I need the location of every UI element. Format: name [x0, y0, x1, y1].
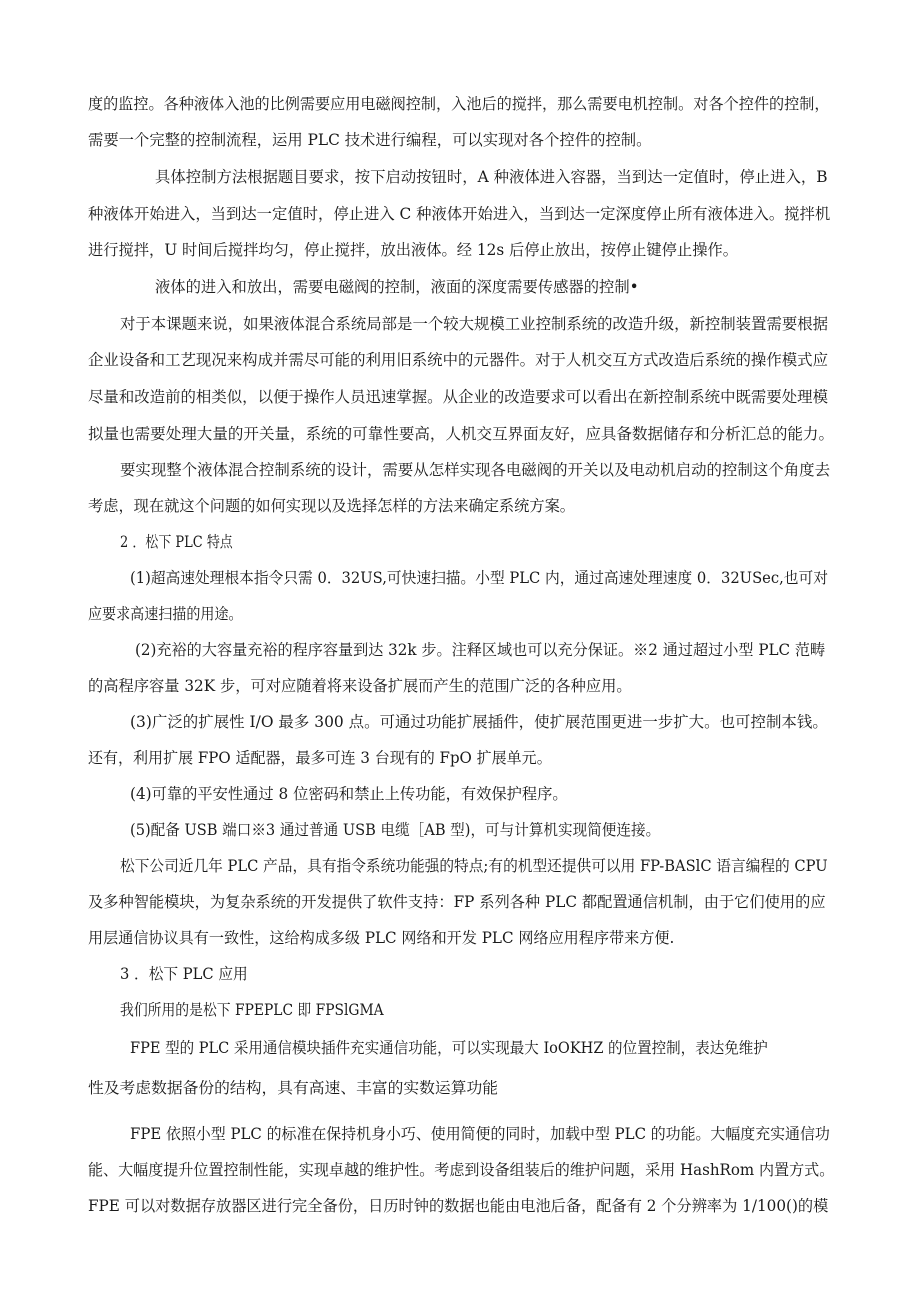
text-line: 考虑，现在就这个问题的如何实现以及选择怎样的方法来确定系统方案。 [88, 497, 576, 515]
text-line: FPE 依照小型 PLC 的标准在保持机身小巧、使用简便的同时，加载中型 PLC 的功能。大幅度充实通信功 [130, 1125, 830, 1143]
text-line: 性及考虑数据备份的结构，具有高速、丰富的实数运算功能 [88, 1079, 499, 1097]
text-line: 液体的进入和放出，需要电磁阀的控制，液面的深度需要传感器的控制• [155, 278, 639, 296]
text-line: 及多种智能模块，为复杂系统的开发提供了软件支持：FP 系列各种 PLC 都配置通信机制，由于它们使用的应 [88, 893, 826, 911]
text-line: 企业设备和工艺现况来构成并需尽可能的利用旧系统中的元器件。对于人机交互方式改造后系统的操作模式应 [88, 351, 828, 369]
text-line: 能、大幅度提升位置控制性能，实现卓越的维护性。考虑到设备组装后的维护问题，采用 HashRom 内置方式。 [88, 1161, 835, 1179]
text-line: 我们所用的是松下 FPEPLC 即 FPSlGMA [120, 1001, 384, 1019]
text-line: 对于本课题来说，如果液体混合系统局部是一个较大规模工业控制系统的改造升级，新控制装置需要根据 [120, 315, 829, 333]
text-line: 具体控制方法根据题目要求，按下启动按钮时，A 种液体进入容器，当到达一定值时，停止进入，B [155, 168, 828, 186]
text-line: 拟量也需要处理大量的开关量，系统的可靠性要高，人机交互界面友好，应具备数据储存和分析汇总的能力。 [88, 425, 835, 443]
section-heading: 2 ．松下 PLC 特点 [120, 533, 233, 551]
text-line: FPE 型的 PLC 采用通信模块插件充实通信功能，可以实现最大 IoOKHZ 的位置控制，表达免维护 [130, 1039, 768, 1057]
text-line: 度的监控。各种液体入池的比例需要应用电磁阀控制，入池后的搅拌，那么需要电机控制。对各个控件的控制， [88, 95, 830, 113]
text-line: 松下公司近几年 PLC 产品，具有指令系统功能强的特点;有的机型还提供可以用 FP-BASlC 语言编程的 CPU [120, 857, 828, 875]
text-line: (2)充裕的大容量充裕的程序容量到达 32k 步。注释区域也可以充分保证。※2 通过超过小型 PLC 范畴 [135, 641, 826, 659]
text-line: 尽量和改造前的相类似，以便于操作人员迅速掌握。从企业的改造要求可以看出在新控制系统中既需要处理模 [88, 388, 828, 406]
text-line: 要实现整个液体混合控制系统的设计，需要从怎样实现各电磁阀的开关以及电动机启动的控制这个角度去 [120, 461, 831, 479]
text-line: FPE 可以对数据存放器区进行完全备份，日历时钟的数据也能由电池后备，配备有 2 个分辨率为 1/100()的模 [88, 1197, 829, 1215]
text-line: (5)配备 USB 端口※3 通过普通 USB 电缆［AB 型)，可与计算机实现简便连接。 [130, 821, 661, 839]
text-line: 还有，利用扩展 FPO 适配器，最多可连 3 台现有的 FpO 扩展单元。 [88, 749, 552, 767]
text-line: 的高程序容量 32K 步，可对应随着将来设备扩展而产生的范围广泛的各种应用。 [88, 677, 632, 695]
text-line: 用层通信协议具有一致性，这给构成多级 PLC 网络和开发 PLC 网络应用程序带来方便. [88, 929, 675, 947]
text-line: 应要求高速扫描的用途。 [88, 605, 243, 623]
text-line: 需要一个完整的控制流程，运用 PLC 技术进行编程，可以实现对各个控件的控制。 [88, 131, 652, 149]
text-line: (3)广泛的扩展性 I/O 最多 300 点。可通过功能扩展插件，使扩展范围更进一步扩大。也可控制本钱。 [130, 713, 828, 731]
text-line: (1)超高速处理根本指令只需 0．32US,可快速扫描。小型 PLC 内，通过高速处理速度 0．32USec,也可对 [130, 569, 828, 587]
text-line: 种液体开始进入，当到达一定值时，停止进入 C 种液体开始进入，当到达一定深度停止所有液体进入。搅拌机 [88, 205, 831, 223]
text-line: (4)可靠的平安性通过 8 位密码和禁止上传功能，有效保护程序。 [130, 785, 568, 803]
text-line: 进行搅拌，U 时间后搅拌均匀，停止搅拌，放出液体。经 12s 后停止放出，按停止键停止操作。 [88, 241, 738, 259]
section-heading: 3 ．松下 PLC 应用 [120, 965, 248, 983]
